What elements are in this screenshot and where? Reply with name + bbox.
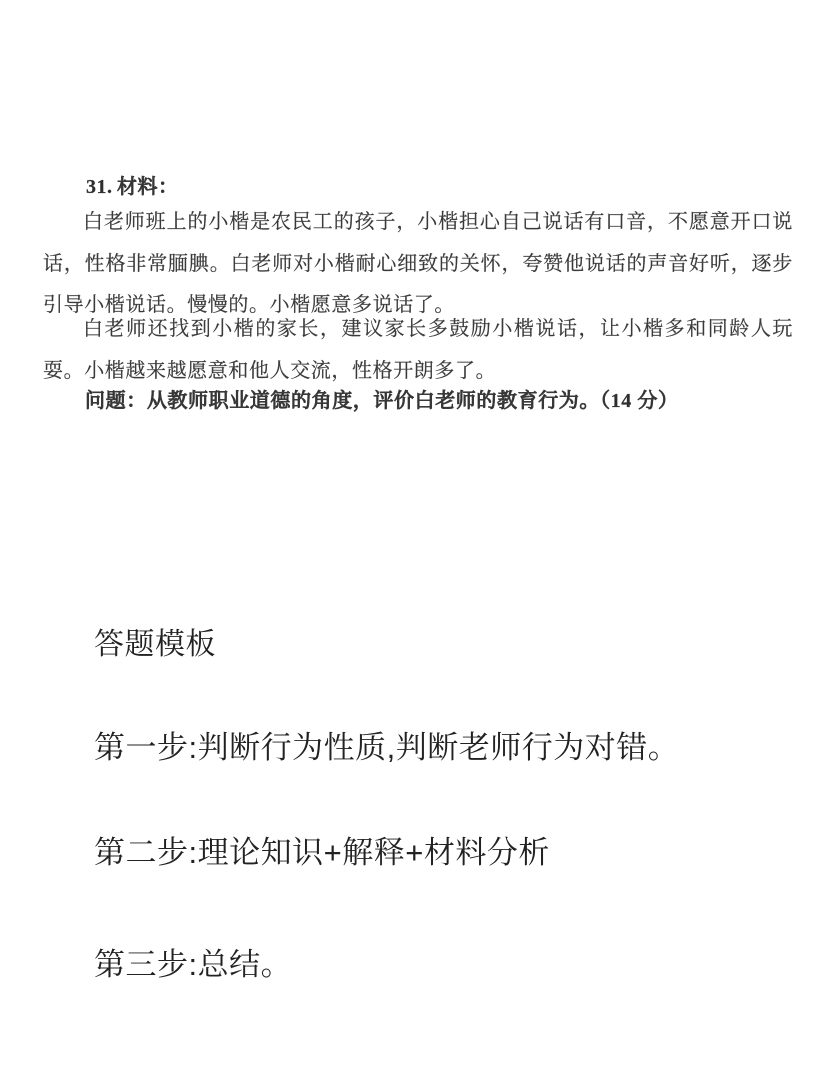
material-paragraph-2: 白老师还找到小楷的家长，建议家长多鼓励小楷说话，让小楷多和同龄人玩耍。小楷越来越愿意和他人交流，性格开朗多了。 xyxy=(43,318,793,382)
material-label: 材料： xyxy=(117,176,179,198)
answer-template-step-3: 第三步:总结。 xyxy=(94,947,293,982)
material-heading xyxy=(86,170,818,199)
question-line xyxy=(43,381,793,423)
answer-template-step-1: 第一步:判断行为性质,判断老师行为对错。 xyxy=(94,730,680,765)
question-number: 31. xyxy=(86,176,113,198)
material-paragraph-1: 白老师班上的小楷是农民工的孩子，小楷担心自己说话有口音，不愿意开口说话，性格非常腼腆。白老师对小楷耐心细致的关怀，夸赞他说话的声音好听，逐步引导小楷说话。慢慢的。小楷愿意多说话了。 xyxy=(43,211,793,316)
answer-template-title: 答题模板 xyxy=(94,628,216,661)
answer-template-step-2: 第二步:理论知识+解释+材料分析 xyxy=(94,835,550,870)
question-text: 从教师职业道德的角度，评价白老师的教育行为。（14 分） xyxy=(146,390,679,412)
question-label: 问题： xyxy=(85,390,147,412)
